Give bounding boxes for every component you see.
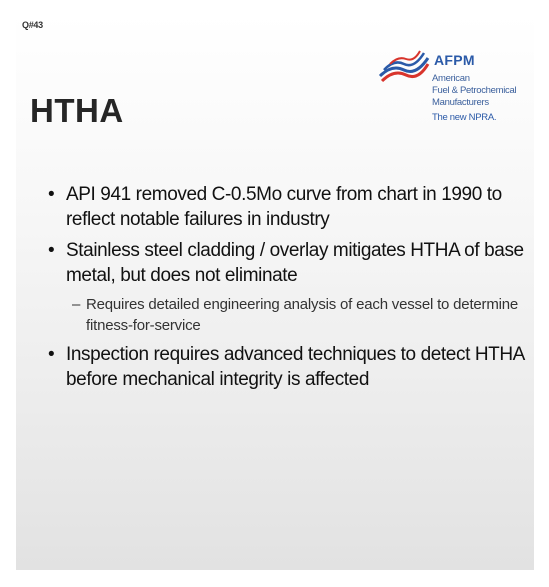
slide-number: Q#43 bbox=[22, 20, 43, 30]
sub-bullet-text: Requires detailed engineering analysis of each vessel to determine fitness-for-service bbox=[86, 296, 519, 334]
logo-tagline: The new NPRA. bbox=[432, 112, 497, 123]
bullet-list bbox=[48, 182, 528, 398]
logo-line-american: American bbox=[432, 73, 470, 84]
bullet-item bbox=[48, 238, 528, 288]
slide-title: HTHA bbox=[30, 92, 124, 129]
bullet-marker: • bbox=[48, 184, 55, 205]
bullet-marker: • bbox=[48, 344, 55, 365]
bullet-item bbox=[48, 342, 528, 392]
bullet-text: Stainless steel cladding / overlay mitigates HTHA of base metal, but does not eliminate bbox=[66, 240, 524, 286]
sub-bullet-item bbox=[48, 294, 528, 336]
afpm-logo bbox=[378, 46, 528, 156]
bullet-item bbox=[48, 182, 528, 232]
logo-line-manufacturers: Manufacturers bbox=[432, 97, 489, 108]
bullet-text: API 941 removed C-0.5Mo curve from chart in 1990 to reflect notable failures in industry bbox=[66, 184, 502, 230]
slide bbox=[16, 14, 534, 570]
logo-brand: AFPM bbox=[434, 52, 475, 68]
afpm-swoosh-icon bbox=[378, 50, 430, 84]
bullet-text: Inspection requires advanced techniques to detect HTHA before mechanical integrity is affected bbox=[66, 344, 524, 390]
sub-bullet-marker: – bbox=[72, 296, 81, 313]
logo-line-fuel: Fuel & Petrochemical bbox=[432, 85, 517, 96]
bullet-marker: • bbox=[48, 240, 55, 261]
